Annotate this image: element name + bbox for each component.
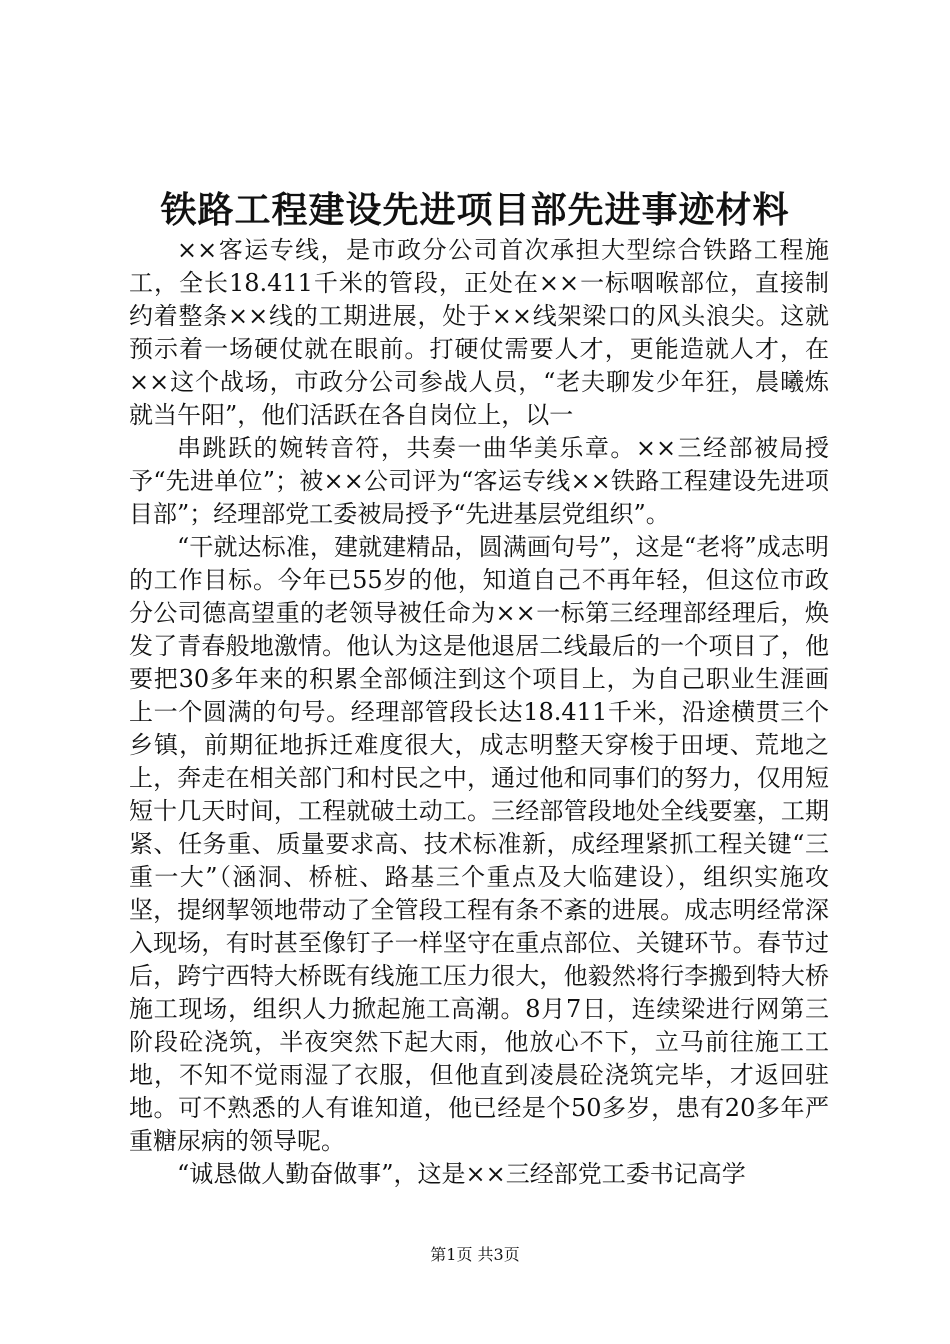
paragraph-4: “诚恳做人勤奋做事”，这是××三经部党工委书记高学 [177, 1160, 746, 1188]
paragraph-2: 串跳跃的婉转音符，共奏一曲华美乐章。××三经部被局授予“先进单位”；被××公司评为“客运专线××铁路工程建设先进项目部”；经理部党工委被局授予“先进基层党组织”。 [129, 434, 829, 528]
page-footer: 第1页 共3页 [430, 1245, 520, 1264]
paragraph-1: ××客运专线，是市政分公司首次承担大型综合铁路工程施工，全长18.411千米的管段，正处在××一标咽喉部位，直接制约着整条××线的工期进展，处于××线架梁口的风头浪尖。这就预示着一场硬仗就在眼前。打硬仗需要人才，更能造就人才，在××这个战场，市政分公司参战人员，“老夫聊发少年狂，晨曦炼就当午阳”，他们活跃在各自岗位上，以一 [129, 236, 829, 429]
document-title: 铁路工程建设先进项目部先进事迹材料 [160, 189, 790, 231]
document-body [129, 234, 829, 1191]
paragraph-3: “干就达标准，建就建精品，圆满画句号”，这是“老将”成志明的工作目标。今年已55岁的他，知道自己不再年轻，但这位市政分公司德高望重的老领导被任命为××一标第三经理部经理后，焕发了青春般地激情。他认为这是他退居二线最后的一个项目了，他要把30多年来的积累全部倾注到这个项目上，为自己职业生涯画上一个圆满的句号。经理部管段长达18.411千米，沿途横贯三个乡镇，前期征地拆迁难度很大，成志明整天穿梭于田埂、荒地之上，奔走在相关部门和村民之中，通过他和同事们的努力，仅用短短十几天时间，工程就破土动工。三经部管段地处全线要塞，工期紧、任务重、质量要求高、技术标准新，成经理紧抓工程关键“三重一大”（涵洞、桥桩、路基三个重点及大临建设），组织实施攻坚，提纲挈领地带动了全管段工程有条不紊的进展。成志明经常深入现场，有时甚至像钉子一样坚守在重点部位、关键环节。春节过后，跨宁西特大桥既有线施工压力很大，他毅然将行李搬到特大桥施工现场，组织人力掀起施工高潮。8月7日，连续梁进行网第三阶段砼浇筑，半夜突然下起大雨，他放心不下，立马前往施工工地，不知不觉雨湿了衣服，但他直到凌晨砼浇筑完毕，才返回驻地。可不熟悉的人有谁知道，他已经是个50多岁，患有20多年严重糖尿病的领导呢。 [129, 533, 829, 1155]
